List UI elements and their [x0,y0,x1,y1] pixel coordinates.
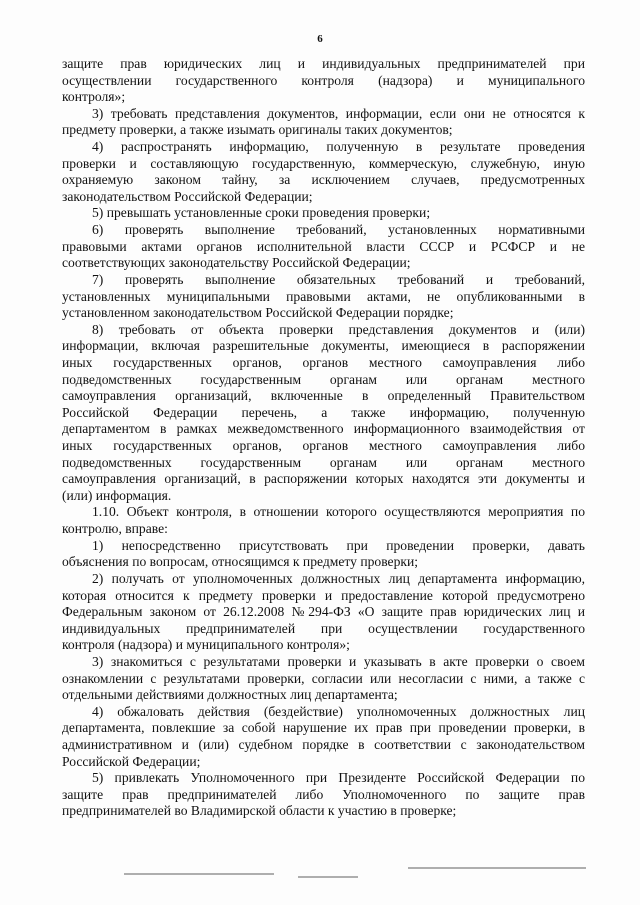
scan-artifact-line [124,873,274,875]
text-line: соответствующих законодательству Российской Федерации; [62,255,411,271]
text-line: Российской Федерации; [62,753,201,769]
text-line: департамента, повлекшие за собой нарушение их прав при проведении проверки, в [62,720,585,736]
text-line: правовыми актами органов исполнительной власти СССР и РСФСР и не [62,238,585,254]
text-line: департаментом в рамках межведомственного информационного взаимодействия от [62,421,585,437]
text-line: 1) непосредственно присутствовать при проведении проверки, давать [92,537,585,553]
page-number: 6 [317,33,323,45]
document-body [62,56,585,820]
text-line: 2) получать от уполномоченных должностных лиц департамента информацию, [92,570,585,586]
text-line: иных государственных органов, органов местного самоуправления либо [62,438,585,454]
scan-artifact-line [408,867,586,869]
text-line: Российской Федерации перечень, а также информацию, полученную [62,404,585,420]
text-line: законодательством Российской Федерации; [62,188,313,204]
text-line: административном и (или) судебном порядке в соответствии с законодательством [62,736,585,752]
text-line: 3) требовать представления документов, информации, если они не относятся к [92,105,585,121]
text-line: 3) знакомиться с результатами проверки и указывать в акте проверки о своем [92,653,585,669]
text-line: 4) распространять информацию, полученную в результате проведения [92,139,585,155]
text-line: 7) проверять выполнение обязательных требований и требований, [92,271,585,287]
text-line: самоуправления организаций, включенные в определенный Правительством [62,388,585,404]
text-line: индивидуальных предпринимателей при осуществлении государственного [62,620,585,636]
text-line: объяснения по вопросам, относящимся к предмету проверки; [62,554,419,570]
text-line: контроля»; [62,89,126,105]
text-line: контролю, вправе: [62,521,168,537]
text-line: иных государственных органов, органов местного самоуправления либо [62,354,585,370]
text-line: самоуправления организаций, в распоряжении которых находятся эти документы и [62,471,585,487]
text-line: установленном законодательством Российской Федерации порядке; [62,305,454,321]
text-line: защите прав юридических лиц и индивидуальных предпринимателей при [62,56,585,71]
text-line: 6) проверять выполнение требований, установленных нормативными [92,222,585,238]
text-line: отдельными действиями должностных лиц департамента; [62,687,398,703]
text-line: проверки и составляющую государственную, коммерческую, служебную, иную [62,155,585,171]
text-line: контроля (надзора) и муниципального контроля»; [62,637,350,653]
text-line: ознакомлении с результатами проверки, согласии или несогласии с ними, а также с [62,670,585,686]
text-line: защите прав предпринимателей либо Уполномоченного по защите прав [62,786,585,802]
text-line: 1.10. Объект контроля, в отношении которого осуществляются мероприятия по [92,504,585,520]
text-line: подведомственных государственным органам или органам местного [62,454,585,470]
text-line: охраняемую законом тайну, за исключением случаев, предусмотренных [62,172,585,188]
text-line: 8) требовать от объекта проверки представления документов и (или) [92,321,585,337]
text-line: которая относится к предмету проверки и предоставление которой предусмотрено [62,587,585,603]
text-line: Федеральным законом от 26.12.2008 №294-ФЗ «О защите прав юридических лиц и [62,604,585,620]
text-line: информации, включая разрешительные документы, имеющиеся в распоряжении [62,338,585,354]
text-line: предпринимателей во Владимирской области к участию в проверке; [62,803,457,819]
text-line: подведомственных государственным органам или органам местного [62,371,585,387]
text-line: 4) обжаловать действия (бездействие) уполномоченных должностных лиц [92,703,585,719]
text-line: 5) привлекать Уполномоченного при Президенте Российской Федерации по [92,770,585,786]
text-line: предмету проверки, а также изымать оригиналы таких документов; [62,122,453,138]
text-line: (или) информация. [62,487,172,503]
scan-artifact-line [298,876,358,878]
text-line: 5) превышать установленные сроки проведения проверки; [92,205,431,221]
text-line: установленных муниципальными правовыми актами, не опубликованными в [62,288,585,304]
text-line: осуществлении государственного контроля (надзора) и муниципального [62,72,585,88]
